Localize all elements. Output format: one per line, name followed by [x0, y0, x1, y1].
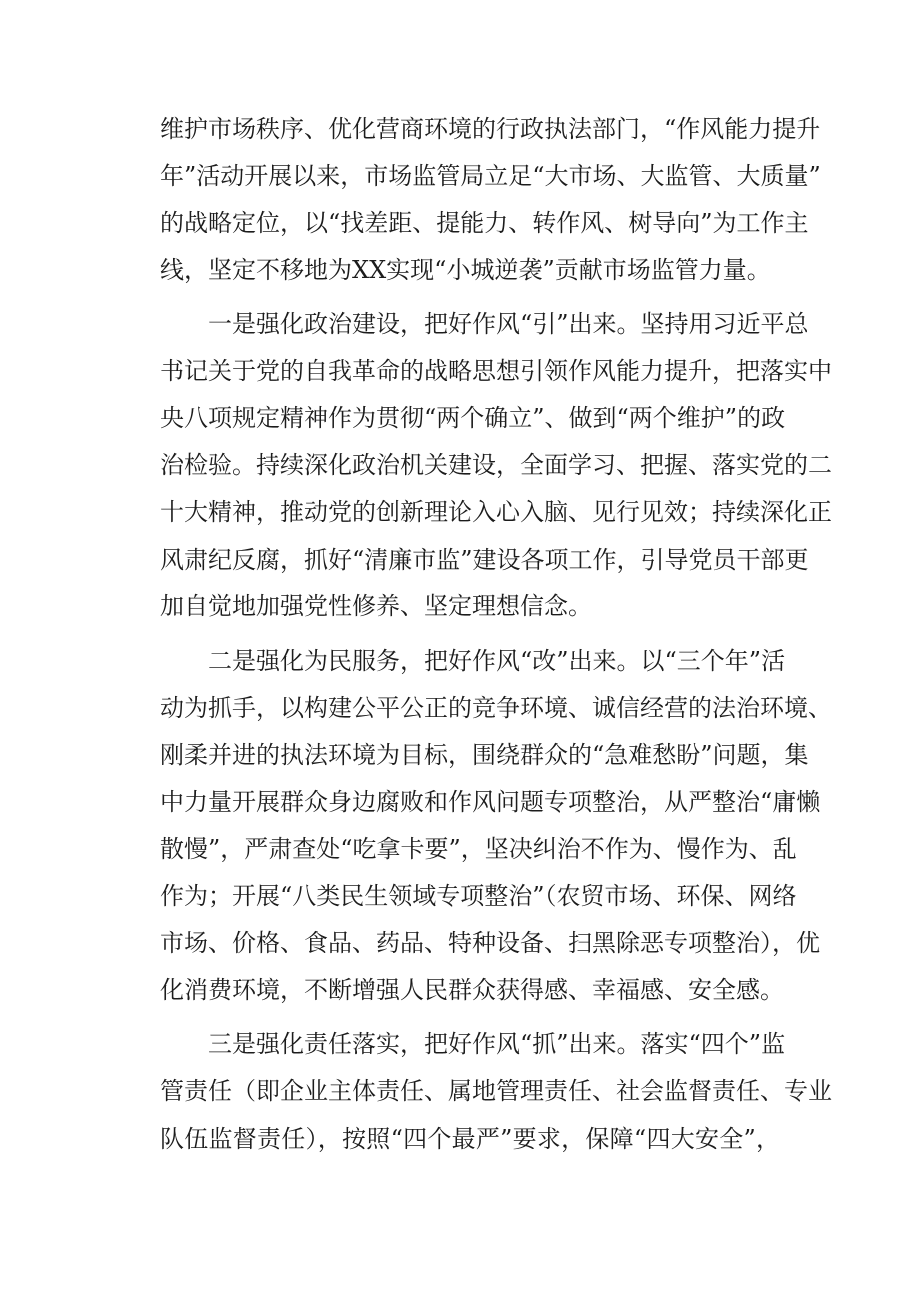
text-line: 年”活动开展以来，市场监管局立足“大市场、大监管、大质量” [160, 162, 821, 190]
text-line: 十大精神，推动党的创新理论入心入脑、见行见效；持续深化正 [160, 498, 832, 526]
text-line: 维护市场秩序、优化营商环境的行政执法部门，“作风能力提升 [160, 115, 821, 143]
text-line: 风肃纪反腐，抓好“清廉市监”建设各项工作，引导党员干部更 [160, 546, 809, 574]
text-line: 管责任（即企业主体责任、属地管理责任、社会监督责任、专业 [160, 1077, 832, 1105]
text-line: 化消费环境，不断增强人民群众获得感、幸福感、安全感。 [160, 976, 784, 1004]
text-line: 加自觉地加强党性修养、坚定理想信念。 [160, 592, 592, 620]
text-line: 队伍监督责任），按照“四个最严”要求，保障“四大安全”， [160, 1125, 780, 1153]
text-line: 动为抓手，以构建公平公正的竞争环境、诚信经营的法治环境、 [160, 694, 832, 722]
text-line: 三是强化责任落实，把好作风“抓”出来。落实“四个”监 [208, 1030, 786, 1058]
text-line: 书记关于党的自我革命的战略思想引领作风能力提升，把落实中 [160, 357, 832, 385]
text-line: 市场、价格、食品、药品、特种设备、扫黑除恶专项整治），优 [160, 929, 820, 957]
text-line: 作为；开展“八类民生领域专项整治”（农贸市场、环保、网络 [160, 882, 797, 910]
text-line: 散慢”，严肃查处“吃拿卡要”，坚决纠治不作为、慢作为、乱 [160, 835, 797, 863]
text-line: 央八项规定精神作为贯彻“两个确立”、做到“两个维护”的政 [160, 404, 786, 432]
text-line: 治检验。持续深化政治机关建设，全面学习、把握、落实党的二 [160, 451, 832, 479]
text-line: 中力量开展群众身边腐败和作风问题专项整治，从严整治“庸懒 [160, 788, 821, 816]
text-line: 一是强化政治建设，把好作风“引”出来。坚持用习近平总 [208, 310, 809, 338]
text-line: 二是强化为民服务，把好作风“改”出来。以“三个年”活 [208, 647, 786, 675]
text-line: 的战略定位，以“找差距、提能力、转作风、树导向”为工作主 [160, 209, 809, 237]
text-line: 刚柔并进的执法环境为目标，围绕群众的“急难愁盼”问题，集 [160, 741, 809, 769]
text-line: 线，坚定不移地为XX实现“小城逆袭”贡献市场监管力量。 [160, 256, 771, 284]
